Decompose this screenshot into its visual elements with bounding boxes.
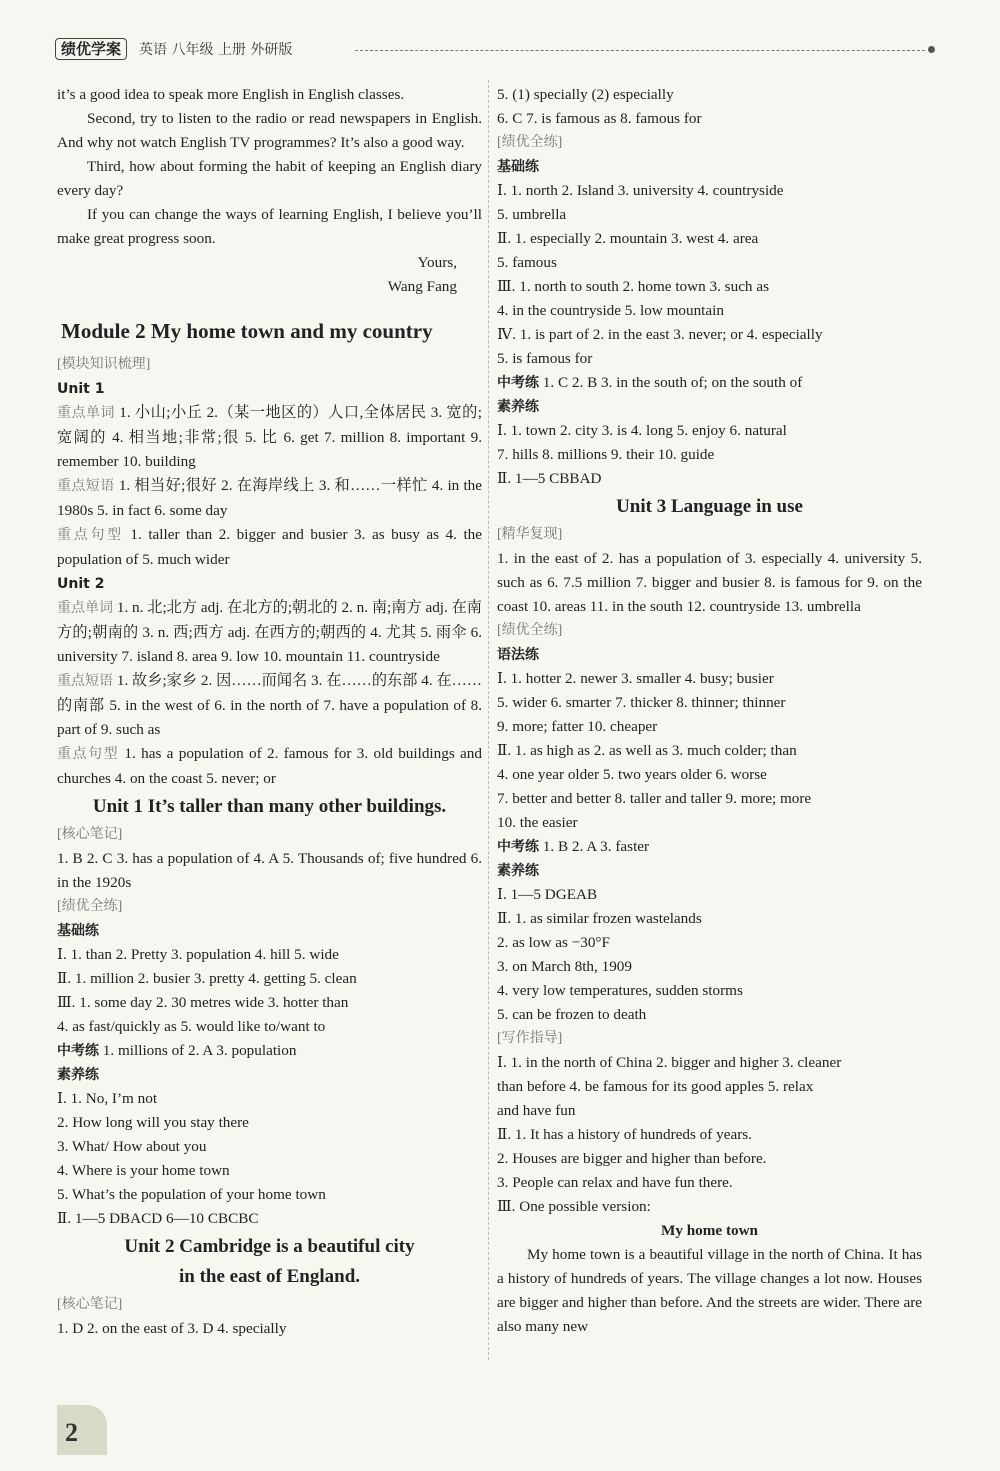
practice-label: 中考练 [57,1043,99,1059]
practice-label: 语法练 [497,647,539,663]
keypoint-text: 1. 相当好;很好 2. 在海岸线上 3. 和……一样忙 4. in the 1980s 5. in fact 6. some day [57,477,483,519]
answer-line: Ⅰ. 1. town 2. city 3. is 4. long 5. enjoy 6. natural [497,422,787,439]
answer-line: 5. is famous for [497,350,593,367]
answer-line [57,1039,482,1063]
keypoint-text: 1. taller than 2. bigger and busier 3. as busy as 4. the population of 5. much wider [57,526,482,568]
section-tag: [精华复现] [497,527,563,542]
keypoint-tag: 重点单词 [57,406,115,421]
answer-line: Ⅰ. 1. hotter 2. newer 3. smaller 4. busy; busier [497,670,774,687]
section-tag: [模块知识梳理] [57,357,151,372]
practice-label: 素养练 [57,1067,99,1083]
answer-line: 4. very low temperatures, sudden storms [497,982,743,999]
left-column [57,83,482,1341]
keypoint-line [57,401,482,474]
unit-title: Unit 1 It’s taller than many other buildings. [92,796,447,817]
unit-label: Unit 1 [57,381,105,397]
letter-closing: Yours, [417,254,457,271]
answer-line: 4. Where is your home town [57,1162,230,1179]
answer-line: 3. on March 8th, 1909 [497,958,632,975]
answer-line: Ⅱ. 1—5 CBBAD [497,470,602,487]
answer-line: 4. in the countryside 5. low mountain [497,302,724,319]
header-subtitle: 英语 八年级 上册 外研版 [139,42,293,58]
section-tag: [核心笔记] [57,827,123,842]
page-number: 2 [57,1405,107,1455]
practice-label: 中考练 [497,839,539,855]
right-column [497,83,922,1339]
answer-text: 1. millions of 2. A 3. population [99,1042,297,1059]
keypoint-text: 1. n. 北;北方 adj. 在北方的;朝北的 2. n. 南;南方 adj. 在南方的;朝南的 3. n. 西;西方 adj. 在西方的;朝西的 4. 尤其 5. 雨伞 6. university 7. island 8. area 9. low 10. mountain 11. countryside [57,599,482,665]
answer-line: 2. Houses are bigger and higher than before. [497,1150,767,1167]
answer-line: 6. C 7. is famous as 8. famous for [497,110,702,127]
answer-line: Ⅰ. 1—5 DGEAB [497,886,598,903]
answer-line: Ⅰ. 1. than 2. Pretty 3. population 4. hill 5. wide [57,946,339,963]
answer-text: 1. D 2. on the east of 3. D 4. specially [57,1320,287,1337]
answer-line [497,371,922,395]
answer-line: 7. better and better 8. taller and taller 9. more; more [497,790,812,807]
section-tag: [绩优全练] [497,623,563,638]
answer-line: Ⅲ. 1. some day 2. 30 metres wide 3. hotter than [57,994,349,1011]
answer-line: 5. umbrella [497,206,567,223]
keypoint-line [57,474,482,523]
answer-line: and have fun [497,1102,576,1119]
practice-label: 基础练 [57,923,99,939]
answer-text: 1. C 2. B 3. in the south of; on the south of [539,374,803,391]
answer-line: Ⅰ. 1. north 2. Island 3. university 4. countryside [497,182,784,199]
header-dot [928,46,935,53]
keypoint-tag: 重点短语 [57,674,114,689]
answer-line: 5. What’s the population of your home town [57,1186,326,1203]
practice-label: 基础练 [497,159,539,175]
answer-line: Ⅱ. 1. as similar frozen wastelands [497,910,702,927]
answer-line: Ⅱ. 1. especially 2. mountain 3. west 4. area [497,230,759,247]
practice-label: 素养练 [497,399,539,415]
unit-title-cont: in the east of England. [178,1266,361,1287]
answer-line: 10. the easier [497,814,578,831]
answer-line: Ⅳ. 1. is part of 2. in the east 3. never; or 4. especially [497,326,823,343]
module-title: Module 2 My home town and my country [61,319,433,343]
keypoint-text: 1. 故乡;家乡 2. 因……而闻名 3. 在……的东部 4. 在……的南部 5. in the west of 6. in the north of 7. have a population of 8. part of 9. such as [57,672,482,738]
answer-text: 1. B 2. A 3. faster [539,838,650,855]
brand-label: 绩优学案 [55,38,127,60]
answer-line: 9. more; fatter 10. cheaper [497,718,658,735]
letter-para: If you can change the ways of learning English, I believe you’ll make great progress soon. [57,206,482,247]
practice-label: 素养练 [497,863,539,879]
answer-line [497,835,922,859]
answer-line: 4. one year older 5. two years older 6. worse [497,766,767,783]
essay-title: My home town [660,1222,759,1239]
keypoint-line [57,596,482,669]
answer-line: Ⅱ. 1. as high as 2. as well as 3. much colder; than [497,742,797,759]
keypoint-tag: 重点单词 [57,601,114,616]
answer-line: 4. as fast/quickly as 5. would like to/want to [57,1018,326,1035]
section-tag: [核心笔记] [57,1297,123,1312]
answer-line: 2. as low as −30°F [497,934,610,951]
letter-para: Second, try to listen to the radio or read newspapers in English. And why not watch English TV programmes? It’s also a good way. [57,110,482,151]
answer-line: Ⅲ. 1. north to south 2. home town 3. such as [497,278,769,295]
keypoint-tag: 重点句型 [57,528,124,543]
keypoint-tag: 重点句型 [57,747,120,762]
unit-title: Unit 3 Language in use [616,496,803,517]
keypoint-text: 1. has a population of 2. famous for 3. old buildings and churches 4. on the coast 5. never; or [57,745,482,787]
answer-line: 5. famous [497,254,557,271]
section-tag: [绩优全练] [57,899,123,914]
answer-line: 3. What/ How about you [57,1138,207,1155]
answer-line: 2. How long will you stay there [57,1114,249,1131]
answer-line: than before 4. be famous for its good apples 5. relax [497,1078,814,1095]
practice-label: 中考练 [497,375,539,391]
keypoint-line [57,523,482,572]
unit-label: Unit 2 [57,576,105,592]
answer-line: Ⅱ. 1—5 DBACD 6—10 CBCBC [57,1210,259,1227]
keypoint-line [57,742,482,791]
answer-line: 5. (1) specially (2) especially [497,86,674,103]
keypoint-tag: 重点短语 [57,479,115,494]
answer-line: 5. can be frozen to death [497,1006,647,1023]
section-tag: [绩优全练] [497,135,563,150]
unit-title: Unit 2 Cambridge is a beautiful city [124,1236,415,1257]
letter-para: it’s a good idea to speak more English in English classes. [57,86,405,103]
answer-line: Ⅰ. 1. No, I’m not [57,1090,158,1107]
answer-line: 7. hills 8. millions 9. their 10. guide [497,446,715,463]
letter-signature: Wang Fang [387,278,457,295]
keypoint-text: 1. 小山;小丘 2.（某一地区的）人口,全体居民 3. 宽的;宽阔的 4. 相当地;非常;很 5. 比 6. get 7. million 8. important 9. remember 10. building [57,404,482,470]
header-rule [355,50,925,51]
letter-para: Third, how about forming the habit of keeping an English diary every day? [57,158,482,199]
answer-line: Ⅱ. 1. million 2. busier 3. pretty 4. getting 5. clean [57,970,357,987]
answer-line: Ⅲ. One possible version: [497,1198,651,1215]
answer-text: 1. B 2. C 3. has a population of 4. A 5. Thousands of; five hundred 6. in the 1920s [57,850,482,891]
column-divider [488,80,489,1360]
keypoint-line [57,669,482,742]
answer-line: 3. People can relax and have fun there. [497,1174,733,1191]
answer-line: Ⅱ. 1. It has a history of hundreds of years. [497,1126,752,1143]
section-tag: [写作指导] [497,1031,563,1046]
page-header [55,38,935,64]
answer-line: 5. wider 6. smarter 7. thicker 8. thinner; thinner [497,694,786,711]
answer-text: 1. in the east of 2. has a population of 3. especially 4. university 5. such as 6. 7.5 million 7. bigger and busier 8. is famous for 9. on the coast 10. areas 11. in the south 12. countryside 13. umbrella [497,550,922,615]
answer-line: Ⅰ. 1. in the north of China 2. bigger and higher 3. cleaner [497,1054,842,1071]
essay-text: My home town is a beautiful village in the north of China. It has a history of hundreds of years. The village changes a lot now. Houses are bigger and higher than before. And the streets are wider. There are also many new [497,1246,922,1335]
